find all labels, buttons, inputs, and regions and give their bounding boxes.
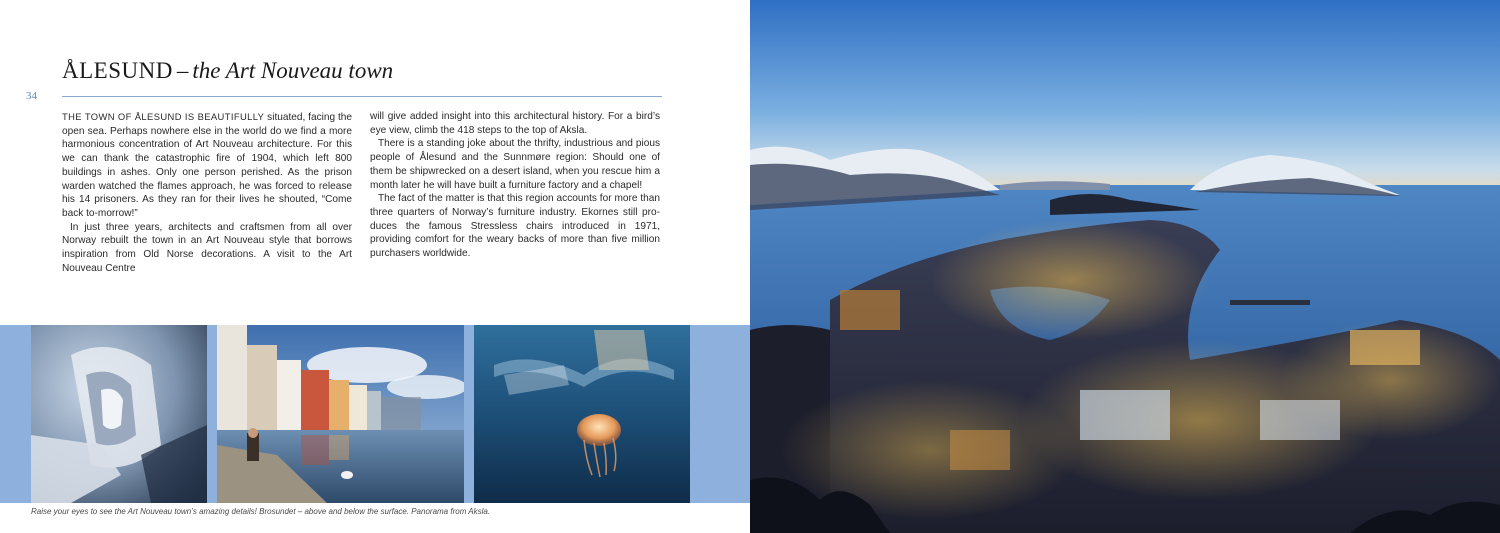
- title-main: ÅLESUND: [62, 58, 173, 83]
- paragraph-text: situated, facing the open sea. Perhaps nowhere else in the world do we find a more harmonious concentration of Art Nouveau architecture. For this we can thank the catastrophic fire of 1904, which left 800 buildings in ashes. Only one person perished. As the prison warden watched the flames approach, he was forced to release his 14 prisoners. As they ran for their lives he shouted, “Come back to-morrow!”: [62, 112, 352, 219]
- lead-in: THE TOWN OF ÅLESUND IS BEAUTIFULLY: [62, 111, 265, 122]
- header-rule: [62, 96, 662, 97]
- page-title: [62, 58, 393, 84]
- photo-caption: Raise your eyes to see the Art Nouveau town’s amazing details! Brosundet – above and below the surface. Panorama from Aksla.: [31, 507, 491, 516]
- page-number: 34: [26, 90, 37, 102]
- paragraph: [62, 110, 352, 221]
- photo-underwater-jellyfish: [474, 325, 690, 503]
- photo-stone-detail: [31, 325, 207, 503]
- text-column-left: [62, 110, 352, 275]
- text-column-right: [370, 110, 660, 261]
- title-dash: –: [176, 58, 189, 83]
- paragraph: There is a standing joke about the thrifty, industrious and pious people of Ålesund and the Sunnmøre region: Should one of them be shipwrecked on a desert island, when you rescue him a month later he will have built a furniture factory and a chapel!: [370, 138, 660, 191]
- panorama-photo: [750, 0, 1500, 533]
- paragraph: In just three years, architects and craftsmen from all over Norway rebuilt the town in an Art Nouveau style that borrows inspiration from Old Norse decorations. A visit to the Art Nouveau Centre: [62, 221, 352, 274]
- paragraph: The fact of the matter is that this region accounts for more than three quarters of Norway’s furniture industry. Ekornes still pro-duces the famous Stressless chairs introduced in 1971, providing comfort for the weary backs of more than five million purchasers worldwide.: [370, 193, 660, 260]
- paragraph: will give added insight into this architectural history. For a bird’s eye view, climb the 418 steps to the top of Aksla.: [370, 111, 660, 136]
- title-subtitle: the Art Nouveau town: [192, 58, 394, 83]
- photo-brosundet-canal: [217, 325, 464, 503]
